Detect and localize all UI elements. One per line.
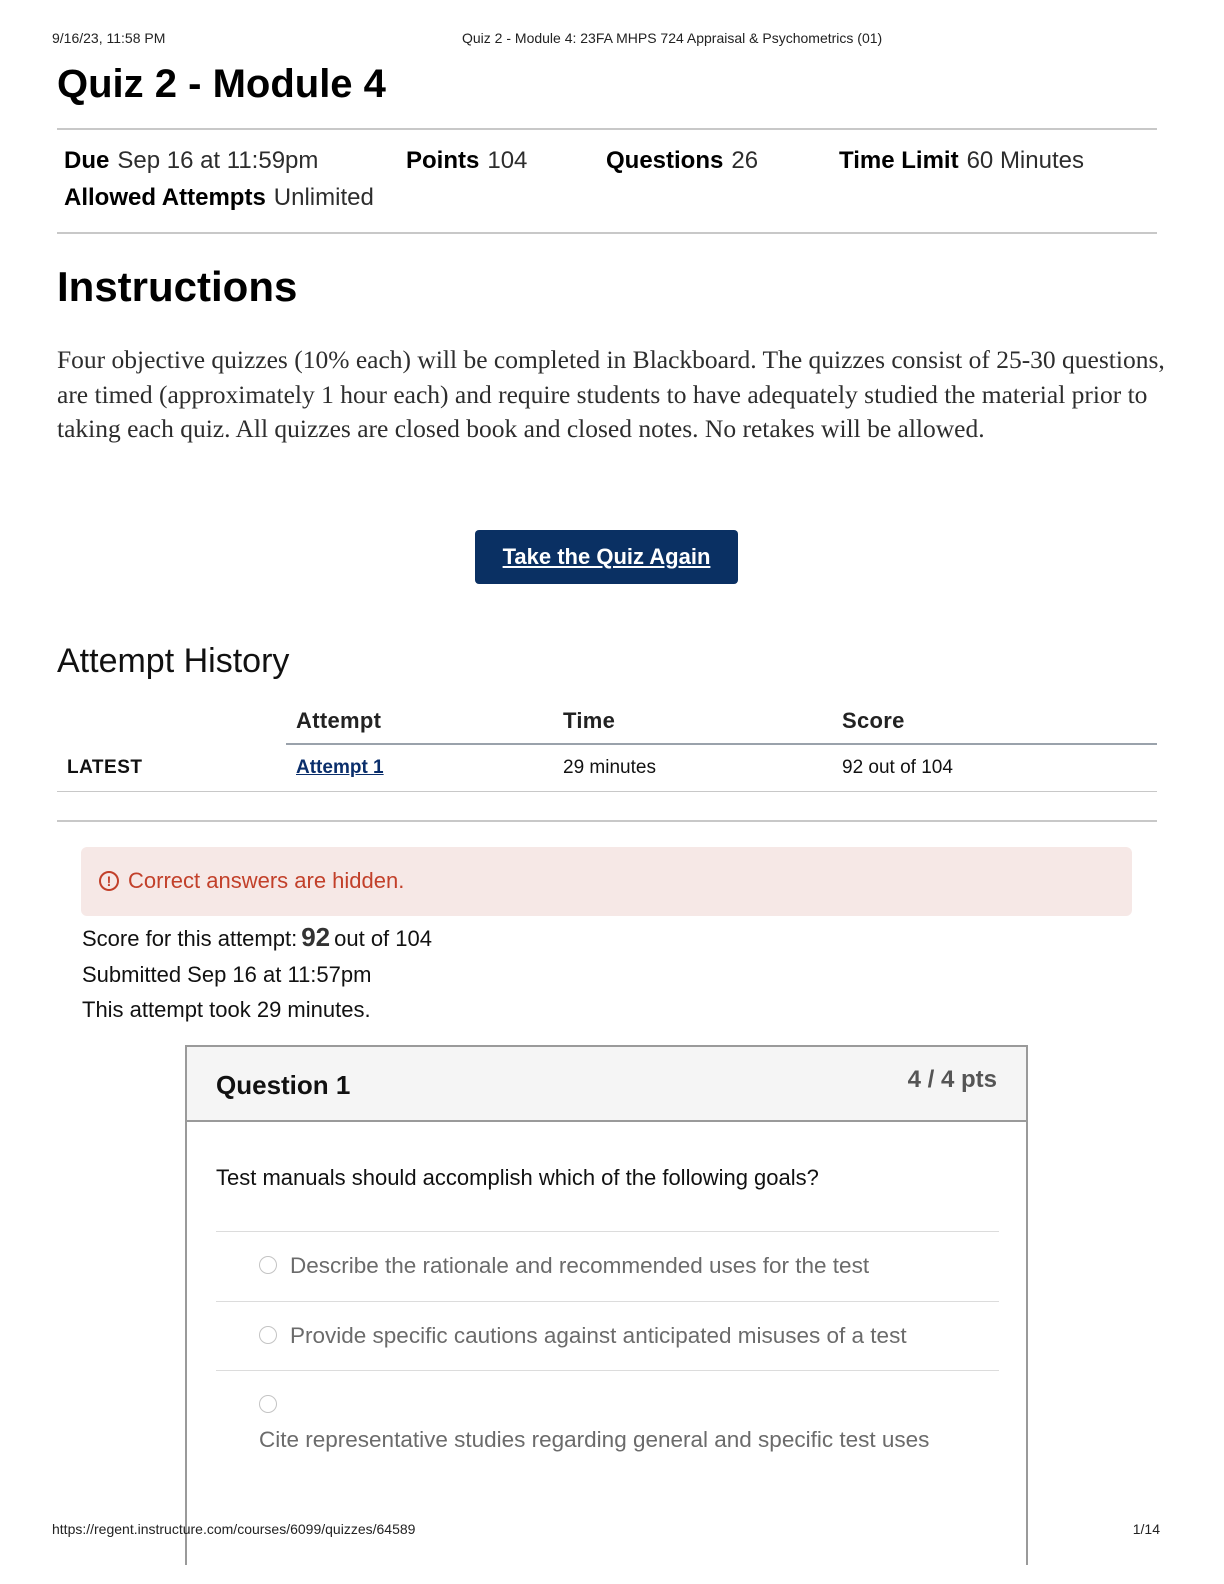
points-value: 104 bbox=[487, 147, 528, 174]
column-header-score: Score bbox=[842, 708, 905, 733]
answer-option: Cite representative studies regarding general and specific test uses bbox=[259, 1427, 930, 1452]
quiz-time-limit bbox=[839, 147, 1084, 175]
questions-label: Questions bbox=[606, 147, 724, 174]
print-page-number: 1/14 bbox=[1132, 1521, 1160, 1537]
print-url: https://regent.instructure.com/courses/6099/quizzes/64589 bbox=[52, 1521, 416, 1537]
attempt-link[interactable]: Attempt 1 bbox=[296, 757, 384, 778]
row-divider bbox=[57, 791, 1157, 792]
question-points: 4 / 4 pts bbox=[907, 1066, 997, 1093]
answer-divider bbox=[216, 1301, 999, 1302]
submitted-time: Submitted Sep 16 at 11:57pm bbox=[82, 962, 372, 987]
attempts-label: Allowed Attempts bbox=[64, 184, 266, 211]
correct-answers-hidden-alert bbox=[81, 847, 1132, 916]
attempt-score: 92 out of 104 bbox=[842, 757, 953, 778]
time-limit-value: 60 Minutes bbox=[966, 147, 1084, 174]
question-title: Question 1 bbox=[216, 1070, 351, 1100]
answer-radio[interactable] bbox=[259, 1256, 277, 1274]
answer-radio[interactable] bbox=[259, 1395, 277, 1413]
score-prefix: Score for this attempt: bbox=[82, 926, 298, 951]
print-footer bbox=[52, 1521, 1160, 1541]
quiz-questions bbox=[606, 147, 758, 175]
answer-divider bbox=[216, 1231, 999, 1232]
quiz-due bbox=[64, 147, 318, 175]
instructions-body: Four objective quizzes (10% each) will be completed in Blackboard. The quizzes consist of 25-30 questions, are timed (approximately 1 hour each) and require students to have adequately studied the material prior to taking each quiz. All quizzes are closed book and closed notes. No retakes will be allowed. bbox=[57, 345, 1165, 443]
attempts-value: Unlimited bbox=[273, 184, 374, 211]
latest-tag: LATEST bbox=[67, 757, 143, 778]
take-quiz-again-button[interactable]: Take the Quiz Again bbox=[475, 530, 738, 584]
header-divider bbox=[286, 743, 1157, 745]
answer-option: Provide specific cautions against anticipated misuses of a test bbox=[290, 1323, 907, 1348]
column-header-time: Time bbox=[563, 708, 616, 733]
due-value: Sep 16 at 11:59pm bbox=[117, 147, 319, 174]
quiz-points bbox=[406, 147, 527, 175]
attempt-duration: This attempt took 29 minutes. bbox=[82, 997, 371, 1022]
question-card bbox=[185, 1045, 1028, 1565]
score-suffix: out of 104 bbox=[334, 926, 432, 951]
attempt-history-heading: Attempt History bbox=[57, 642, 290, 680]
divider bbox=[57, 128, 1157, 130]
page-title: Quiz 2 - Module 4 bbox=[57, 62, 386, 106]
exclamation-circle-icon: ! bbox=[99, 871, 119, 891]
column-header-attempt: Attempt bbox=[296, 708, 382, 733]
alert-text: Correct answers are hidden. bbox=[128, 868, 405, 893]
time-limit-label: Time Limit bbox=[839, 147, 959, 174]
answer-divider bbox=[216, 1370, 999, 1371]
print-header bbox=[52, 30, 1160, 50]
question-text: Test manuals should accomplish which of the following goals? bbox=[216, 1165, 819, 1190]
print-document-title: Quiz 2 - Module 4: 23FA MHPS 724 Appraisal & Psychometrics (01) bbox=[462, 30, 883, 46]
attempt-score-summary bbox=[82, 922, 432, 953]
divider bbox=[57, 232, 1157, 234]
answer-option: Describe the rationale and recommended uses for the test bbox=[290, 1253, 870, 1278]
points-label: Points bbox=[406, 147, 480, 174]
answer-radio[interactable] bbox=[259, 1326, 277, 1344]
due-label: Due bbox=[64, 147, 110, 174]
attempt-time: 29 minutes bbox=[563, 757, 656, 778]
instructions-heading: Instructions bbox=[57, 263, 298, 310]
questions-value: 26 bbox=[731, 147, 759, 174]
score-value: 92 bbox=[301, 922, 331, 952]
question-header bbox=[187, 1047, 1026, 1122]
print-datetime: 9/16/23, 11:58 PM bbox=[52, 30, 166, 46]
divider bbox=[57, 820, 1157, 822]
quiz-allowed-attempts bbox=[64, 184, 374, 212]
